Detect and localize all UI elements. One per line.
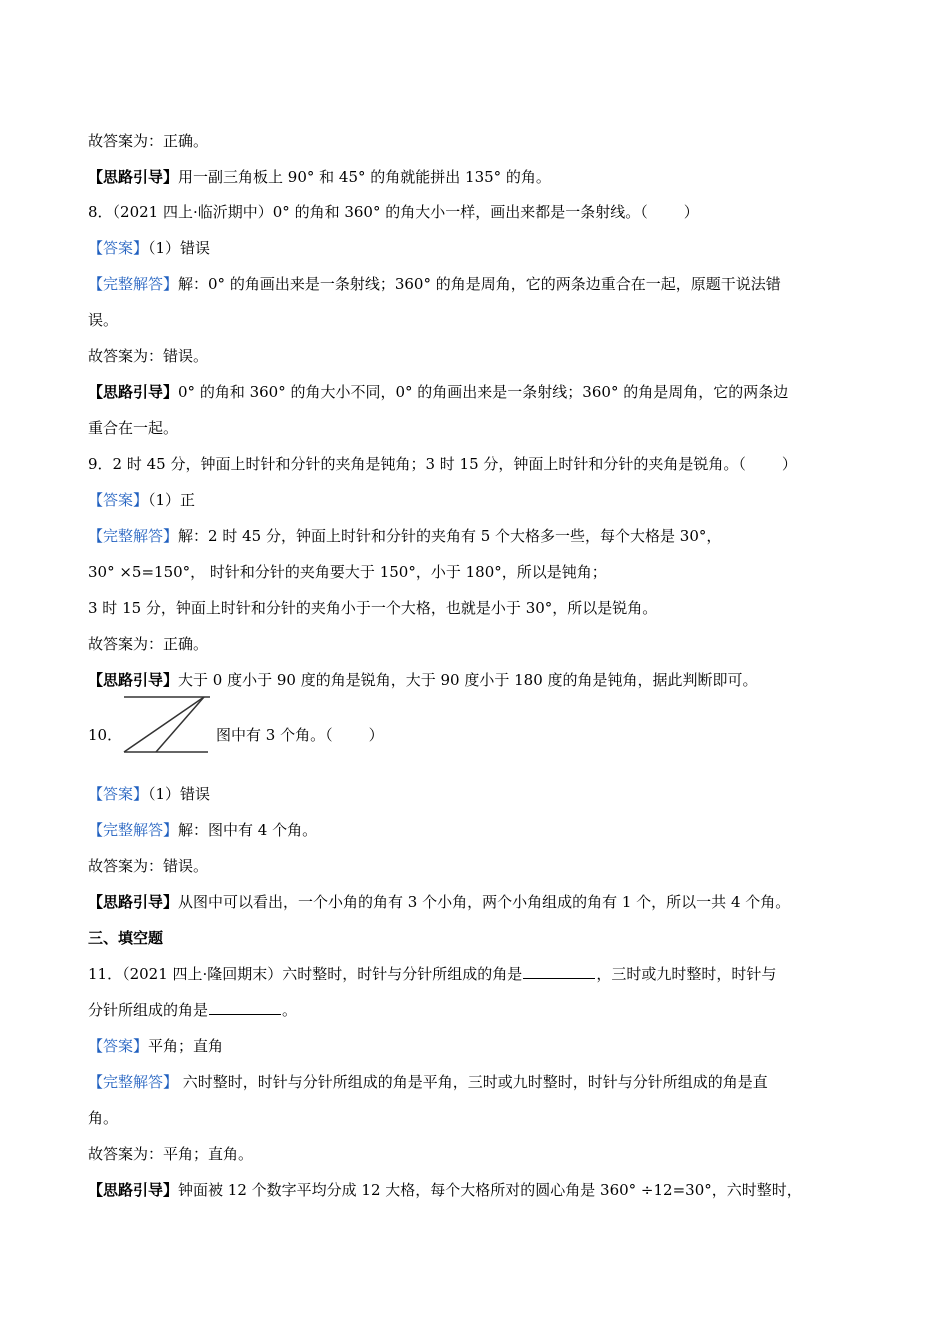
hint-line: 【思路引导】大于 0 度小于 90 度的角是锐角，大于 90 度小于 180 度的角是钝角，据此判断即可。 [88,671,758,689]
question-8: 8．（2021 四上·临沂期中）0° 的角和 360° 的角大小一样，画出来都是一条射线。（ ） [88,203,699,221]
solution-line-cont: 30° ×5=150°， 时针和分针的夹角要大于 150°，小于 180°，所以是钝角； [88,563,607,581]
question-10-text: 图中有 3 个角。（ ） [216,726,384,744]
answer-line: 【答案】（1）错误 [88,239,211,257]
solution-line: 【完整解答】解：图中有 4 个角。 [88,821,318,839]
solution-line: 【完整解答】 六时整时，时针与分针所组成的角是平角，三时或九时整时，时针与分针所组成的角是直 [88,1073,768,1091]
hint-line: 【思路引导】钟面被 12 个数字平均分成 12 大格，每个大格所对的圆心角是 360° ÷12=30°，六时整时， [88,1181,802,1199]
solution-line-cont: 误。 [88,311,119,329]
answer-blank-1[interactable] [523,964,595,979]
solution-line-cont: 角。 [88,1109,119,1127]
answer-conclusion: 故答案为：正确。 [88,635,209,653]
solution-line-cont: 3 时 15 分，钟面上时针和分针的夹角小于一个大格，也就是小于 30°，所以是锐角。 [88,599,658,617]
hint-line: 【思路引导】从图中可以看出，一个小角的角有 3 个小角，两个小角组成的角有 1 个，所以一共 4 个角。 [88,893,791,911]
hint-line: 【思路引导】用一副三角板上 90° 和 45° 的角就能拼出 135° 的角。 [88,168,551,186]
hint-line: 【思路引导】0° 的角和 360° 的角大小不同，0° 的角画出来是一条射线；360° 的角是周角，它的两条边 [88,383,789,401]
answer-conclusion: 故答案为：平角；直角。 [88,1145,254,1163]
solution-line: 【完整解答】解：2 时 45 分，钟面上时针和分针的夹角有 5 个大格多一些，每个大格是 30°， [88,527,722,545]
answer-line: 【答案】（1）错误 [88,785,211,803]
answer-conclusion: 故答案为：错误。 [88,857,209,875]
question-11-cont: 分针所组成的角是 。 [88,1001,298,1019]
answer-conclusion: 故答案为：错误。 [88,347,209,365]
hint-line-cont: 重合在一起。 [88,419,179,437]
question-11: 11．（2021 四上·隆回期末）六时整时，时针与分针所组成的角是 ，三时或九时整时，时针与 [88,965,777,983]
question-9: 9．2 时 45 分，钟面上时针和分针的夹角是钝角；3 时 15 分，钟面上时针和分针的夹角是锐角。（ ） [88,455,797,473]
question-10: 10． [88,726,123,744]
answer-line: 【答案】（1）正 [88,491,196,509]
answer-conclusion: 故答案为：正确。 [88,132,209,150]
answer-blank-2[interactable] [209,1000,281,1015]
answer-line: 【答案】平角；直角 [88,1037,224,1055]
solution-line: 【完整解答】解：0° 的角画出来是一条射线；360° 的角是周角，它的两条边重合在一起，原题干说法错 [88,275,781,293]
angle-figure [118,692,210,754]
section-heading: 三、填空题 [88,929,164,947]
